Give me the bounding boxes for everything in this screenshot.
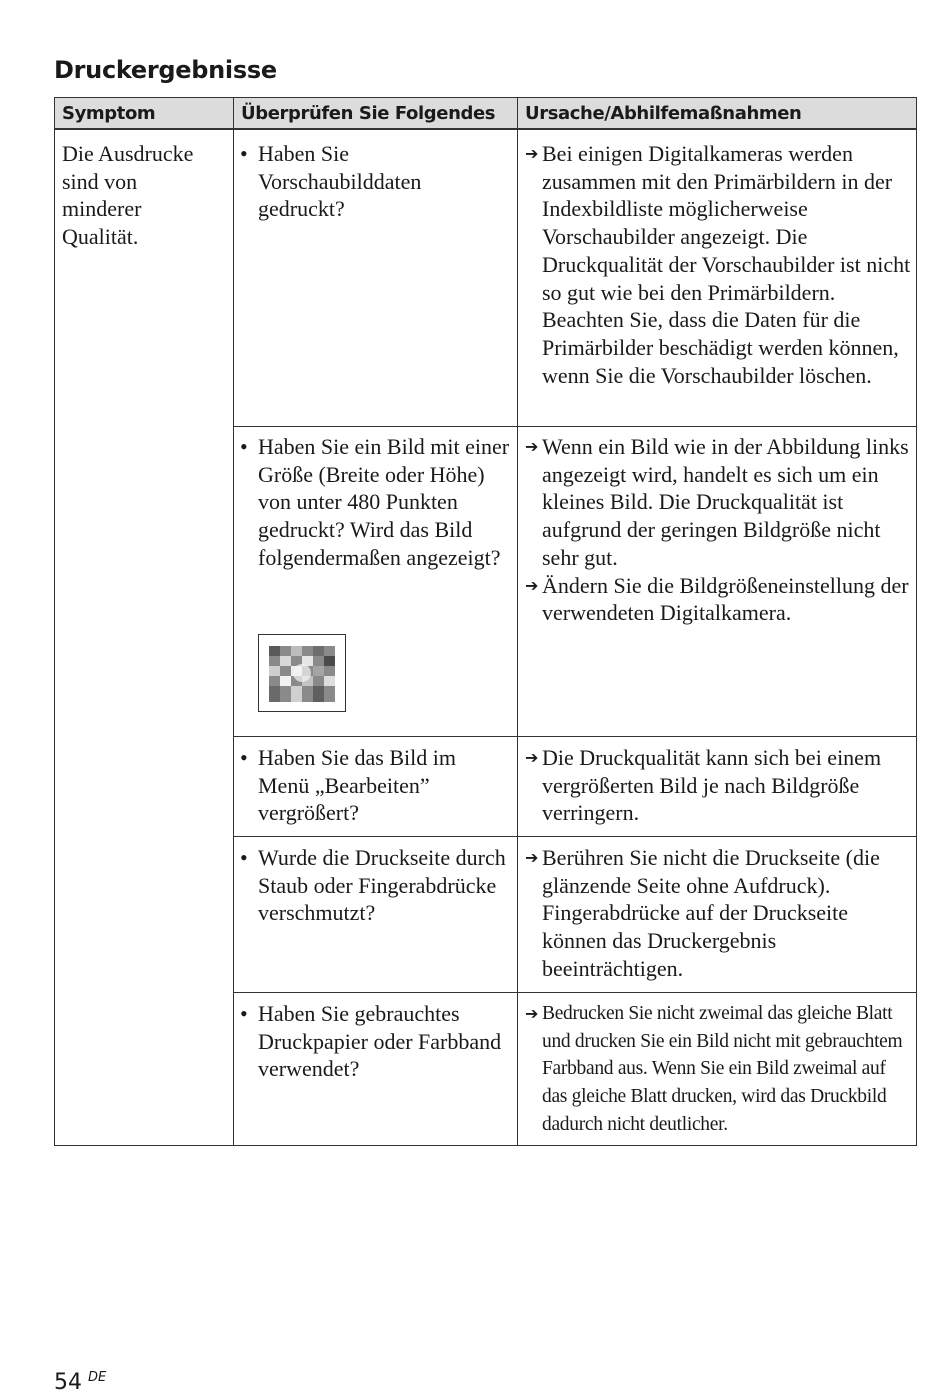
cause-text: Wenn ein Bild wie in der Abbildung links angezeigt wird, handelt es sich um ein kleines Bild. Die Druckqualität ist aufgrund der geringen Bildgröße nicht sehr gut. (542, 434, 909, 570)
row-divider (233, 736, 917, 737)
cause-text: Berühren Sie nicht die Druckseite (die glänzende Seite ohne Aufdruck). Fingerabdrücke auf der Druckseite können das Druckergebnis beeinträchtigen. (542, 845, 880, 981)
cause-text: Bei einigen Digitalkameras werden zusammen mit den Primärbildern in der Indexbildliste möglicherweise Vorschaubilder angezeigt. Die Druckqualität der Vorschaubilder ist nicht so gut wie bei den Primärbildern. Beachten Sie, dass die Daten für die Primärbilder beschädigt werden können, wenn Sie die Vorschaubilder löschen. (542, 141, 911, 388)
language-code: DE (88, 1370, 107, 1385)
cause-cell (525, 140, 911, 389)
check-cell (240, 744, 510, 827)
arrow-right-icon: ➔ (525, 848, 539, 867)
cause-item (525, 572, 911, 627)
cause-text: Ändern Sie die Bildgrößeneinstellung der verwendeten Digitalkamera. (542, 572, 909, 626)
low-resolution-example-image (258, 634, 346, 712)
bullet-icon: • (240, 434, 248, 459)
table-header (55, 97, 917, 130)
row-divider (233, 836, 917, 837)
arrow-right-icon: ➔ (525, 437, 539, 456)
check-text: Haben Sie das Bild im Menü „Bearbeiten” vergrößert? (258, 745, 456, 826)
check-cell (240, 1000, 510, 1083)
cause-cell (525, 433, 911, 627)
cause-item (525, 844, 911, 983)
cause-item (525, 744, 911, 827)
row-divider (233, 992, 917, 993)
row-divider (233, 426, 917, 427)
cause-text: Die Druckqualität kann sich bei einem vergrößerten Bild je nach Bildgröße verringern. (542, 745, 882, 826)
page-title: Druckergebnisse (54, 56, 277, 84)
bullet-icon: • (240, 745, 248, 770)
bullet-icon: • (240, 1001, 248, 1026)
troubleshooting-table (54, 97, 917, 1146)
check-cell (240, 433, 510, 572)
bullet-icon: • (240, 845, 248, 870)
page-number: 54 (54, 1370, 82, 1395)
check-text: Haben Sie Vorschaubilddaten gedruckt? (258, 141, 422, 222)
flower-thumbnail-image (269, 646, 335, 702)
cause-text: Bedrucken Sie nicht zweimal das gleiche Blatt und drucken Sie ein Bild nicht mit gebrauchtem Farbband aus. Wenn Sie ein Bild zweimal auf das gleiche Blatt drucken, wird das Druckbild dadurch nicht deutlicher. (542, 1003, 903, 1135)
cause-cell (525, 844, 911, 983)
check-text: Wurde die Druckseite durch Staub oder Fingerabdrücke verschmutzt? (258, 845, 506, 926)
arrow-right-icon: ➔ (525, 748, 539, 767)
arrow-right-icon: ➔ (525, 144, 539, 163)
arrow-right-icon: ➔ (525, 1004, 539, 1023)
cause-item (525, 140, 911, 389)
check-text: Haben Sie ein Bild mit einer Größe (Breite oder Höhe) von unter 480 Punkten gedruckt? Wird das Bild folgendermaßen angezeigt? (258, 434, 510, 570)
cause-cell (525, 744, 911, 827)
header-cause: Ursache/Abhilfemaßnahmen (517, 98, 917, 129)
cause-cell (525, 1000, 911, 1139)
header-check: Überprüfen Sie Folgendes (233, 98, 517, 129)
check-cell (240, 844, 510, 927)
cause-item (525, 433, 911, 572)
check-cell (240, 140, 510, 223)
cause-item (525, 1000, 911, 1139)
arrow-right-icon: ➔ (525, 575, 539, 595)
check-text: Haben Sie gebrauchtes Druckpapier oder Farbband verwendet? (258, 1001, 502, 1082)
symptom-cell: Die Ausdrucke sind von minderer Qualität. (62, 141, 194, 250)
header-symptom: Symptom (62, 103, 156, 124)
bullet-icon: • (240, 141, 248, 166)
